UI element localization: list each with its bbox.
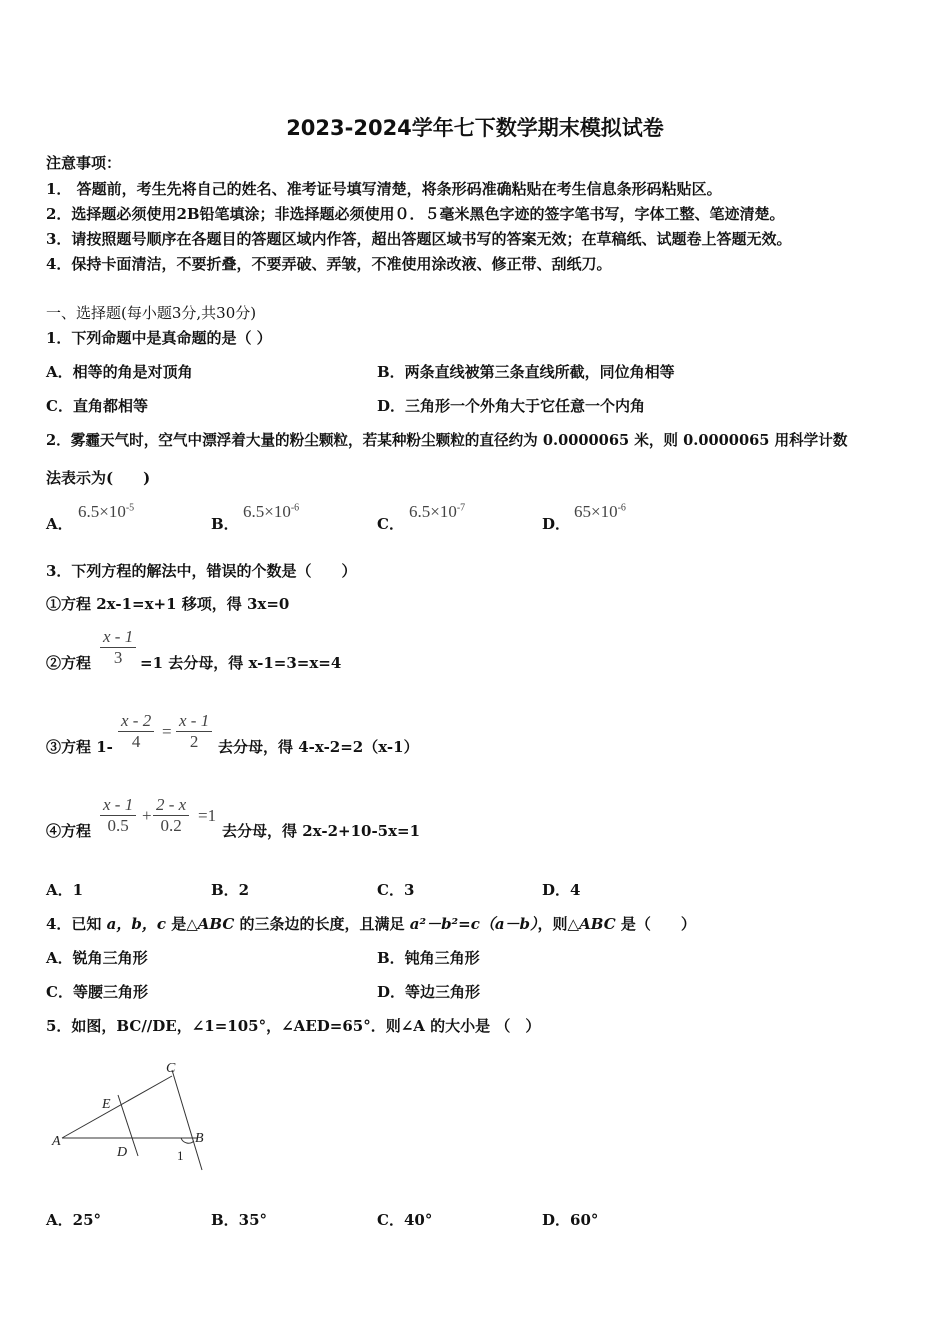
q3-item-4-equals: =1: [198, 806, 217, 825]
section-heading: 一、选择题(每小题3分,共30分): [46, 304, 257, 322]
label-angle-1: 1: [177, 1148, 184, 1163]
notice-item: 4．保持卡面清洁，不要折叠，不要弄破、弄皱，不准使用涂改液、修正带、刮纸刀。: [46, 255, 612, 273]
q4-stem: 4．已知 a，b，c 是△ABC 的三条边的长度，且满足 a²－b²=c（a－b），则△ABC 是（ ）: [46, 915, 696, 933]
q3-item-4-fraction-right: $\frac{2 - x}{0.2}$: [153, 795, 189, 836]
notice-heading: 注意事项：: [46, 154, 122, 172]
q3-item-2-prefix: ②方程: [46, 654, 92, 672]
notice-item: 3．请按照题号顺序在各题目的答题区域内作答，超出答题区域书写的答案无效；在草稿纸、试题卷上答题无效。: [46, 230, 792, 248]
q3-option-d: D．4: [542, 881, 581, 899]
q1-option-d: D．三角形一个外角大于它任意一个内角: [377, 397, 646, 415]
q2-option-d-expr: $65\times 10^{-6}$: [574, 502, 626, 521]
label-a: A: [52, 1134, 61, 1149]
q5-option-a: A．25°: [46, 1211, 102, 1229]
q3-item-4-plus: +: [142, 806, 152, 825]
q4-option-b: B．钝角三角形: [377, 949, 480, 967]
q5-option-d: D．60°: [542, 1211, 599, 1229]
q3-item-4-prefix: ④方程: [46, 822, 92, 840]
q3-item-2-suffix: =1 去分母，得 x-1=3=x=4: [140, 654, 342, 672]
q3-stem: 3．下列方程的解法中，错误的个数是（ ）: [46, 562, 357, 580]
q4-option-c: C．等腰三角形: [46, 983, 148, 1001]
q3-item-4-fraction-left: $\frac{x - 1}{0.5}$: [100, 795, 136, 836]
label-d: D: [117, 1145, 128, 1160]
q1-option-c: C．直角都相等: [46, 397, 148, 415]
notice-item: 2．选择题必须使用2B铅笔填涂；非选择题必须使用０．５毫米黑色字迹的签字笔书写，字体工整、笔迹清楚。: [46, 205, 785, 223]
q2-option-a-expr: $6.5\times 10^{-5}$: [78, 502, 135, 521]
q2-option-b-expr: $6.5\times 10^{-6}$: [243, 502, 300, 521]
q2-stem-line1: 2．雾霾天气时，空气中漂浮着大量的粉尘颗粒，若某种粉尘颗粒的直径约为 0.0000065 米，则 0.0000065 用科学计数: [46, 432, 848, 449]
segment-ac: [62, 1076, 172, 1138]
q3-item-2-fraction: $\frac{x - 1}{3}$: [100, 627, 136, 668]
q3-item-3-fraction-right: $\frac{x - 1}{2}$: [176, 711, 212, 752]
q2-option-d-label: D．: [542, 515, 571, 533]
label-c: C: [166, 1061, 176, 1076]
label-e: E: [102, 1097, 111, 1112]
q3-item-3-prefix: ③方程 1-: [46, 738, 113, 756]
q3-option-a: A．1: [46, 881, 84, 899]
q1-stem: 1．下列命题中是真命题的是（ ）: [46, 329, 272, 347]
q5-option-b: B．35°: [211, 1211, 268, 1229]
q1-option-b: B．两条直线被第三条直线所截，同位角相等: [377, 363, 675, 381]
q2-option-b-label: B．: [211, 515, 239, 533]
q3-option-c: C．3: [377, 881, 415, 899]
page-title: 2023-2024学年七下数学期末模拟试卷: [286, 116, 664, 140]
angle-1-arc: [181, 1138, 194, 1143]
q5-option-c: C．40°: [377, 1211, 433, 1229]
q4-option-d: D．等边三角形: [377, 983, 481, 1001]
q2-option-c-label: C．: [377, 515, 404, 533]
q3-item-1: ①方程 2x-1=x+1 移项，得 3x=0: [46, 595, 290, 613]
label-b: B: [195, 1131, 204, 1146]
q2-option-a-label: A．: [46, 515, 73, 533]
q3-item-4-suffix: 去分母，得 2x-2+10-5x=1: [222, 822, 421, 840]
q4-option-a: A．锐角三角形: [46, 949, 148, 967]
q3-option-b: B．2: [211, 881, 250, 899]
q2-option-c-expr: $6.5\times 10^{-7}$: [409, 502, 466, 521]
notice-item: 1． 答题前，考生先将自己的姓名、准考证号填写清楚，将条形码准确粘贴在考生信息条形码粘贴区。: [46, 180, 722, 198]
q3-item-3-suffix: 去分母，得 4-x-2=2（x-1）: [218, 738, 419, 756]
q2-stem-line2: 法表示为( ): [46, 469, 151, 487]
q5-figure: [40, 1050, 220, 1180]
q1-option-a: A．相等的角是对顶角: [46, 363, 193, 381]
q5-stem: 5．如图，BC//DE，∠1=105°，∠AED=65°．则∠A 的大小是 （ ）: [46, 1017, 541, 1035]
q3-item-3-equals: =: [162, 722, 172, 741]
q3-item-3-fraction-left: $\frac{x - 2}{4}$: [118, 711, 154, 752]
